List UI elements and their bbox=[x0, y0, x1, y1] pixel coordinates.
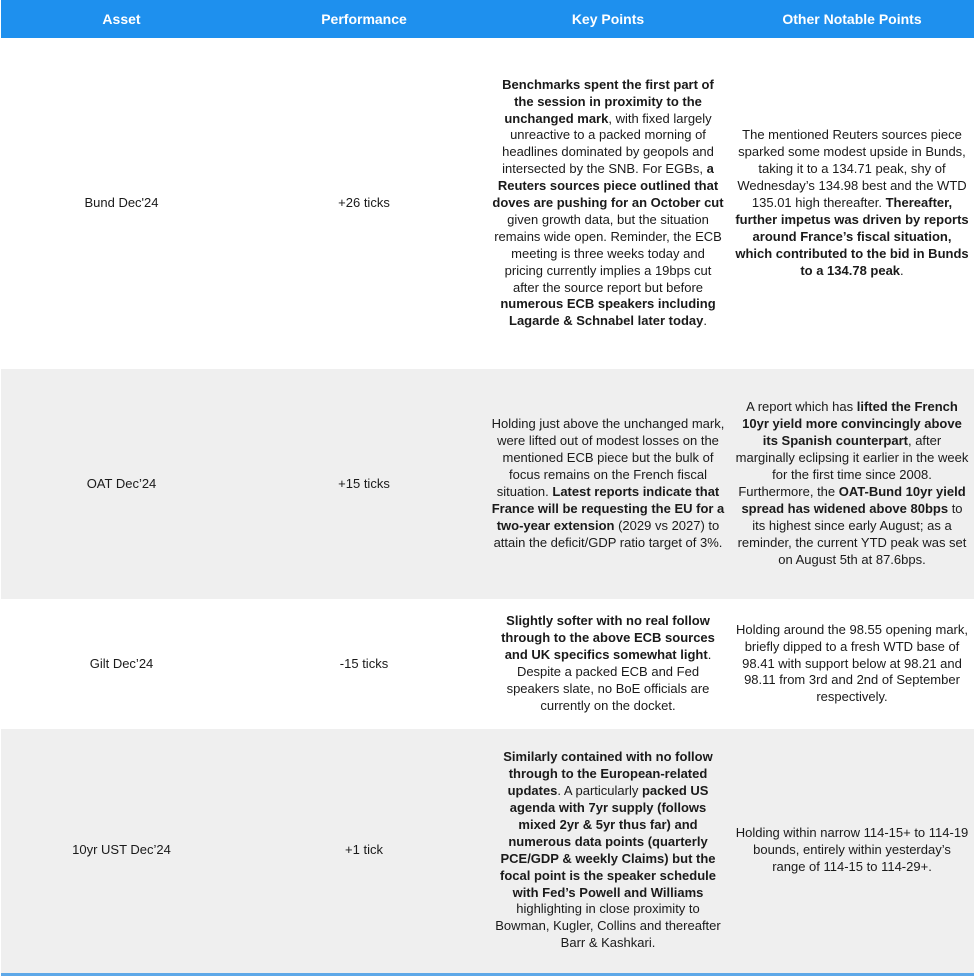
body-text: The mentioned Reuters sources piece sparked some modest upside in Bunds, taking it to a 134.71 peak, shy of Wednesday’s 134.98 best and the WTD 135.01 high thereafter. bbox=[737, 127, 967, 211]
market-summary-table bbox=[1, 0, 974, 976]
key-points-cell bbox=[486, 38, 730, 369]
performance-cell: +1 tick bbox=[242, 729, 486, 974]
asset-cell: 10yr UST Dec’24 bbox=[1, 729, 242, 974]
performance-cell: -15 ticks bbox=[339, 655, 389, 671]
emphasis-text: Slightly softer with no real follow through to the above ECB sources and UK specifics somewhat light bbox=[501, 613, 715, 663]
body-text: . bbox=[900, 262, 904, 278]
other-notable-points-cell bbox=[730, 599, 974, 729]
body-text: Holding within narrow 114-15+ to 114-19 bounds, entirely within yesterday’s range of 114-15 to 114-29+. bbox=[735, 825, 969, 875]
table-row bbox=[1, 38, 974, 369]
emphasis-text: numerous ECB speakers including Lagarde & Schnabel later today bbox=[500, 296, 716, 329]
table-row bbox=[1, 729, 974, 974]
other-notable-points-cell bbox=[730, 369, 974, 599]
emphasis-text: Thereafter, further impetus was driven by reports around France’s fiscal situation, which contributed to the bid in Bunds to a 134.78 peak bbox=[735, 195, 969, 278]
key-points-cell bbox=[486, 599, 730, 729]
body-text: , after marginally eclipsing it earlier in the week for the first time since 2008. Furthermore, the bbox=[735, 433, 969, 499]
key-points-cell bbox=[486, 369, 730, 599]
body-text: to its highest since early August; as a reminder, the current YTD peak was set on August 5th at 87.6bps. bbox=[737, 500, 967, 567]
body-text: , with fixed largely unreactive to a packed morning of headlines dominated by geopols and intersected by the SNB. For EGBs, bbox=[502, 110, 714, 177]
header-asset: Asset bbox=[1, 0, 242, 38]
body-text: . Despite a packed ECB and Fed speakers slate, no BoE officials are currently on the docket. bbox=[506, 647, 712, 713]
performance-cell: +26 ticks bbox=[338, 195, 390, 211]
table-row bbox=[1, 599, 974, 729]
body-text: (2029 vs 2027) to attain the deficit/GDP ratio target of 3%. bbox=[493, 517, 723, 550]
header-row bbox=[1, 0, 974, 38]
emphasis-text: packed US agenda with 7yr supply (follows mixed 2yr & 5yr thus far) and numerous data points (quarterly PCE/GDP & weekly Claims) but the focal point is the speaker schedule with Fed’s Powell and Williams bbox=[499, 783, 716, 900]
body-text: A report which has bbox=[746, 399, 857, 415]
table-row bbox=[1, 369, 974, 599]
emphasis-text: Benchmarks spent the first part of the session in proximity to the unchanged mark bbox=[502, 76, 714, 126]
asset-cell: Bund Dec'24 bbox=[84, 195, 159, 211]
header-performance: Performance bbox=[242, 0, 486, 38]
asset-cell: Gilt Dec’24 bbox=[89, 655, 154, 671]
other-notable-points-cell bbox=[730, 729, 974, 974]
body-text: Holding around the 98.55 opening mark, briefly dipped to a fresh WTD base of 98.41 with support below at 98.21 and 98.11 from 3rd and 2nd of September respectively. bbox=[736, 621, 968, 705]
emphasis-text: Latest reports indicate that France will be requesting the EU for a two-year extension bbox=[491, 484, 725, 533]
asset-cell: OAT Dec’24 bbox=[1, 369, 242, 599]
body-text: given growth data, but the situation remains wide open. Reminder, the ECB meeting is three weeks today and pricing currently implies a 19bps cut after the source report but before bbox=[494, 211, 722, 295]
performance-cell: +15 ticks bbox=[242, 369, 486, 599]
header-key-points: Key Points bbox=[486, 0, 730, 38]
emphasis-text: OAT-Bund 10yr yield spread has widened above 80bps bbox=[741, 484, 966, 516]
emphasis-text: Similarly contained with no follow through to the European-related updates bbox=[503, 749, 713, 799]
key-points-cell bbox=[486, 729, 730, 974]
body-text: Holding just above the unchanged mark, were lifted out of modest losses on the mentioned ECB piece but the bulk of focus remains on the French fiscal situation. bbox=[491, 416, 725, 499]
body-text: highlighting in close proximity to Bowman, Kugler, Collins and thereafter Barr & Kashkari. bbox=[495, 901, 721, 951]
emphasis-text: a Reuters sources piece outlined that doves are pushing for an October cut bbox=[492, 161, 724, 211]
body-text: . A particularly bbox=[557, 783, 642, 799]
other-notable-points-cell bbox=[730, 38, 974, 369]
emphasis-text: lifted the French 10yr yield more convincingly above its Spanish counterpart bbox=[742, 399, 962, 449]
header-other-notable-points: Other Notable Points bbox=[730, 0, 974, 38]
body-text: . bbox=[703, 313, 707, 329]
